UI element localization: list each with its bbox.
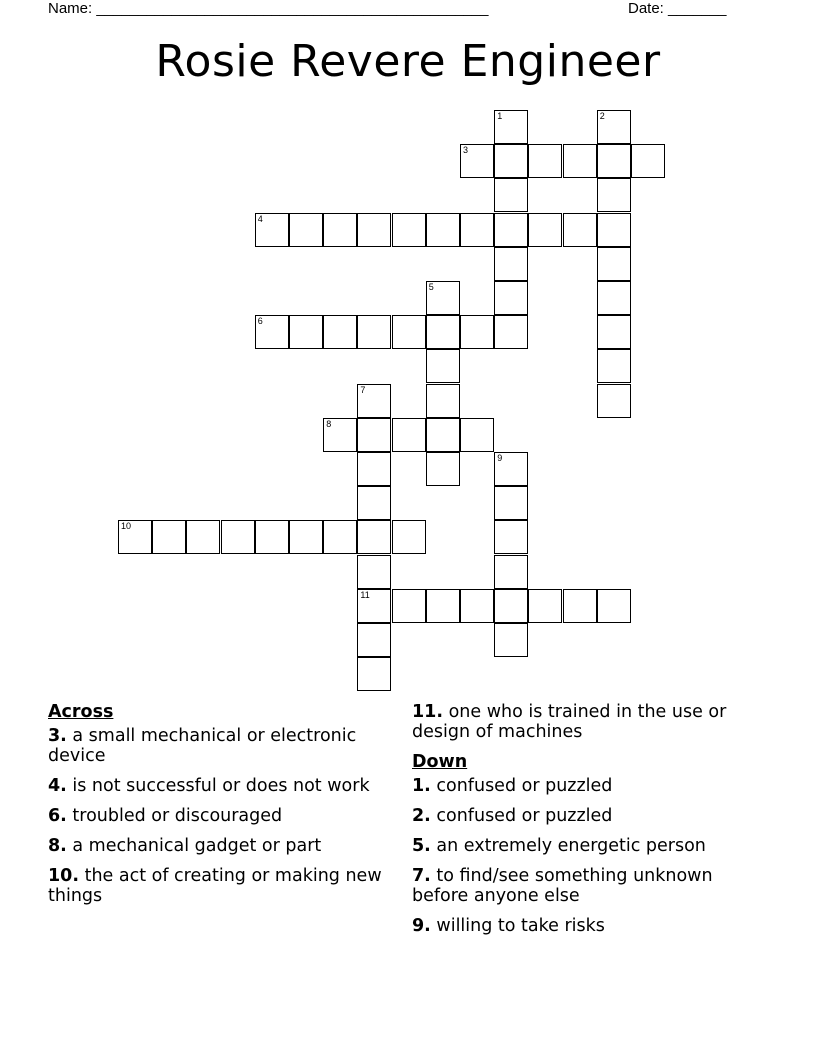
clue-text: a small mechanical or electronic device: [48, 726, 357, 766]
grid-cell[interactable]: [563, 144, 597, 178]
grid-cell[interactable]: [597, 213, 631, 247]
clue-text: troubled or discouraged: [66, 806, 283, 826]
grid-cell[interactable]: [426, 452, 460, 486]
cell-number: 5: [428, 282, 434, 292]
clue-number: 11.: [412, 702, 444, 722]
grid-cell[interactable]: [460, 418, 494, 452]
grid-cell[interactable]: [494, 486, 528, 520]
down-clue: [412, 776, 772, 796]
down-clue: [412, 836, 772, 856]
grid-cell[interactable]: [289, 213, 323, 247]
grid-cell[interactable]: [357, 555, 391, 589]
clue-text: is not successful or does not work: [66, 776, 370, 796]
grid-cell[interactable]: [494, 247, 528, 281]
clue-number: 5.: [412, 836, 431, 856]
clue-text: to find/see something unknown before anyone else: [412, 866, 713, 906]
grid-cell[interactable]: [597, 349, 631, 383]
grid-cell[interactable]: [597, 144, 631, 178]
grid-cell[interactable]: [323, 418, 357, 452]
grid-cell[interactable]: [255, 520, 289, 554]
grid-cell[interactable]: [357, 520, 391, 554]
clue-text: one who is trained in the use or design of machines: [412, 702, 727, 742]
grid-cell[interactable]: [494, 555, 528, 589]
grid-cell[interactable]: [426, 384, 460, 418]
grid-cell[interactable]: [323, 315, 357, 349]
across-clue: [412, 702, 772, 742]
clue-text: a mechanical gadget or part: [66, 836, 322, 856]
across-clue: [48, 776, 393, 796]
across-clue: [48, 866, 393, 906]
date-field-label[interactable]: Date: _______: [628, 0, 727, 17]
grid-cell[interactable]: [597, 281, 631, 315]
grid-cell[interactable]: [118, 520, 152, 554]
grid-cell[interactable]: [392, 589, 426, 623]
grid-cell[interactable]: [392, 315, 426, 349]
puzzle-title: Rosie Revere Engineer: [155, 36, 661, 87]
grid-cell[interactable]: [597, 589, 631, 623]
cell-number: 1: [497, 111, 503, 121]
grid-cell[interactable]: [631, 144, 665, 178]
grid-cell[interactable]: [597, 247, 631, 281]
grid-cell[interactable]: [289, 520, 323, 554]
grid-cell[interactable]: [357, 589, 391, 623]
grid-cell[interactable]: [494, 110, 528, 144]
grid-cell[interactable]: [494, 589, 528, 623]
grid-cell[interactable]: [563, 213, 597, 247]
down-clue: [412, 916, 772, 936]
grid-cell[interactable]: [255, 213, 289, 247]
cell-number: 9: [497, 453, 503, 463]
grid-cell[interactable]: [460, 315, 494, 349]
grid-cell[interactable]: [357, 418, 391, 452]
clue-text: an extremely energetic person: [430, 836, 706, 856]
grid-cell[interactable]: [426, 589, 460, 623]
grid-cell[interactable]: [597, 110, 631, 144]
cell-number: 4: [257, 213, 263, 224]
name-field-label[interactable]: Name: _______________________________________________: [48, 0, 489, 17]
cell-number: 3: [463, 145, 469, 156]
grid-cell[interactable]: [357, 384, 391, 418]
clue-text: the act of creating or making new things: [48, 866, 382, 906]
grid-cell[interactable]: [460, 589, 494, 623]
clue-number: 6.: [48, 806, 67, 826]
grid-cell[interactable]: [323, 213, 357, 247]
grid-cell[interactable]: [152, 520, 186, 554]
grid-cell[interactable]: [289, 315, 323, 349]
grid-cell[interactable]: [255, 315, 289, 349]
grid-cell[interactable]: [597, 315, 631, 349]
cell-number: 11: [360, 589, 370, 600]
clue-text: willing to take risks: [430, 916, 605, 936]
clue-text: confused or puzzled: [430, 776, 613, 796]
grid-cell[interactable]: [528, 589, 562, 623]
cell-number: 6: [257, 316, 263, 327]
clue-number: 3.: [48, 726, 67, 746]
grid-cell[interactable]: [357, 213, 391, 247]
clue-number: 1.: [412, 776, 431, 796]
across-clue: [48, 806, 393, 826]
down-heading: Down: [412, 752, 468, 772]
grid-cell[interactable]: [392, 520, 426, 554]
grid-cell[interactable]: [528, 144, 562, 178]
cell-number: 2: [599, 111, 605, 121]
down-clue: [412, 806, 772, 826]
grid-cell[interactable]: [426, 213, 460, 247]
clue-text: confused or puzzled: [430, 806, 613, 826]
grid-cell[interactable]: [528, 213, 562, 247]
grid-cell[interactable]: [494, 315, 528, 349]
clue-number: 9.: [412, 916, 431, 936]
grid-cell[interactable]: [186, 520, 220, 554]
clue-number: 10.: [48, 866, 80, 886]
grid-cell[interactable]: [494, 178, 528, 212]
cell-number: 10: [121, 521, 132, 532]
down-clue: [412, 866, 772, 906]
clue-number: 2.: [412, 806, 431, 826]
grid-cell[interactable]: [357, 623, 391, 657]
grid-cell[interactable]: [323, 520, 357, 554]
clue-number: 8.: [48, 836, 67, 856]
across-clue: [48, 836, 393, 856]
grid-cell[interactable]: [460, 213, 494, 247]
grid-cell[interactable]: [357, 452, 391, 486]
across-heading: Across: [48, 702, 114, 722]
grid-cell[interactable]: [357, 315, 391, 349]
grid-cell[interactable]: [357, 657, 391, 691]
clue-column-right: [412, 702, 772, 946]
grid-cell[interactable]: [494, 144, 528, 178]
grid-cell[interactable]: [494, 213, 528, 247]
cell-number: 7: [360, 384, 366, 395]
grid-cell[interactable]: [426, 315, 460, 349]
grid-cell[interactable]: [460, 144, 494, 178]
grid-cell[interactable]: [563, 589, 597, 623]
clue-number: 4.: [48, 776, 67, 796]
grid-cell[interactable]: [494, 281, 528, 315]
grid-cell[interactable]: [597, 178, 631, 212]
grid-cell[interactable]: [221, 520, 255, 554]
across-clue: [48, 726, 393, 766]
clue-column-left: [48, 702, 393, 916]
grid-cell[interactable]: [392, 418, 426, 452]
grid-cell[interactable]: [494, 452, 528, 486]
grid-cell[interactable]: [426, 418, 460, 452]
grid-cell[interactable]: [426, 281, 460, 315]
grid-cell[interactable]: [357, 486, 391, 520]
grid-cell[interactable]: [426, 349, 460, 383]
grid-cell[interactable]: [494, 623, 528, 657]
cell-number: 8: [326, 418, 332, 429]
grid-cell[interactable]: [392, 213, 426, 247]
grid-cell[interactable]: [597, 384, 631, 418]
clue-number: 7.: [412, 866, 431, 886]
grid-cell[interactable]: [494, 520, 528, 554]
